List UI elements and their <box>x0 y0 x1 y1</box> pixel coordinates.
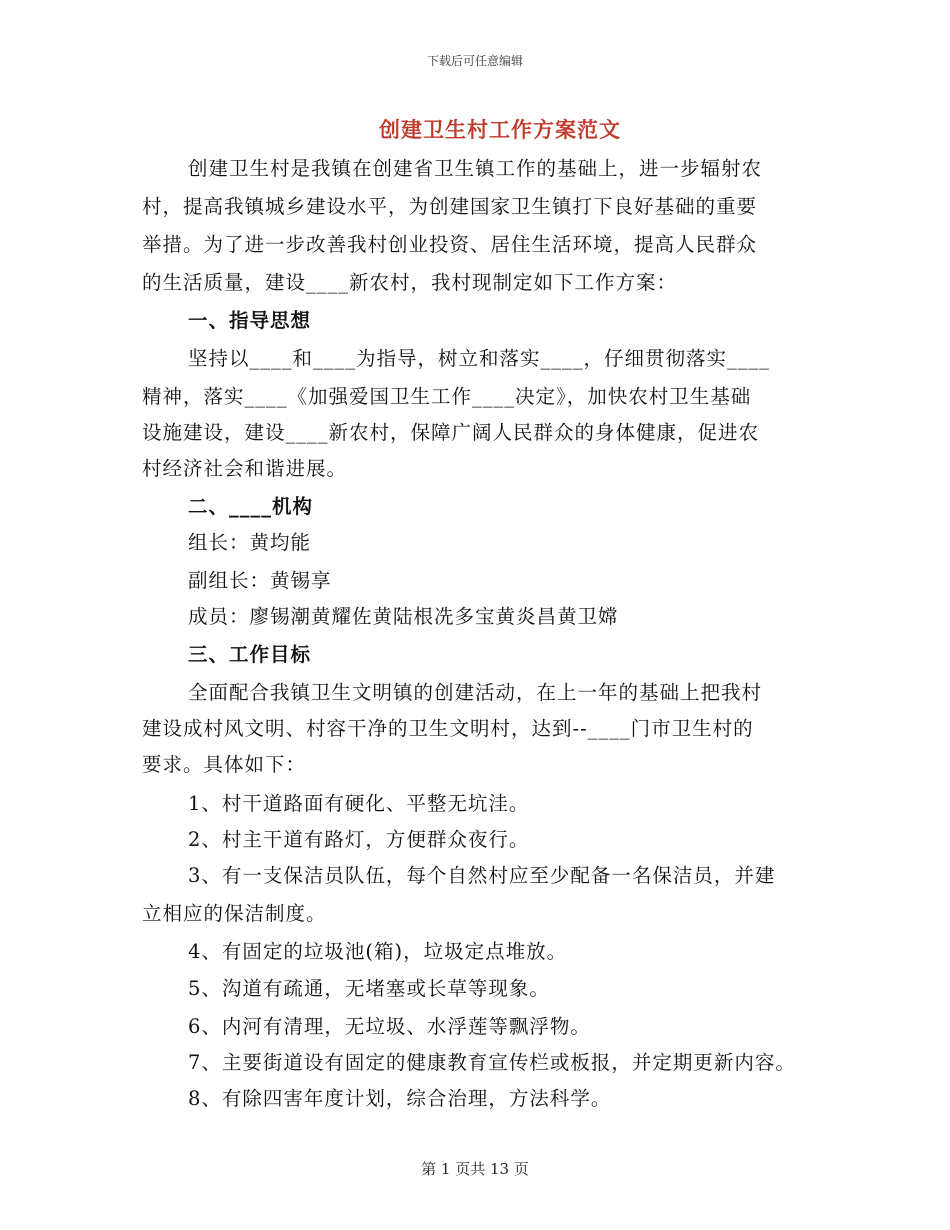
intro-line: 创建卫生村是我镇在创建省卫生镇工作的基础上，进一步辐射农 <box>188 157 763 180</box>
intro-line: 举措。为了进一步改善我村创业投资、居住生活环境，提高人民群众 <box>142 233 758 256</box>
list-item: 3、有一支保洁员队伍，每个自然村应至少配备一名保洁员，并建 <box>188 864 776 887</box>
paragraph-line: 要求。具体如下： <box>142 753 307 776</box>
section-heading: 二、____机构 <box>188 495 314 518</box>
list-item: 6、内河有清理，无垃圾、水浮莲等飘浮物。 <box>188 1015 591 1038</box>
section-heading: 一、指导思想 <box>188 309 312 332</box>
list-item: 7、主要街道设有固定的健康教育宣传栏或板报，并定期更新内容。 <box>188 1051 796 1074</box>
list-item: 8、有除四害年度计划，综合治理，方法科学。 <box>188 1087 612 1110</box>
section-heading: 三、工作目标 <box>188 643 312 666</box>
group-deputy: 副组长：黄锡享 <box>188 569 332 592</box>
paragraph-line: 村经济社会和谐进展。 <box>142 457 348 480</box>
header-note: 下载后可任意编辑 <box>426 54 523 68</box>
document-title: 创建卫生村工作方案范文 <box>379 117 621 142</box>
group-leader: 组长：黄均能 <box>188 531 312 554</box>
paragraph-line: 坚持以____和____为指导，树立和落实____，仔细贯彻落实____ <box>188 347 771 370</box>
page-footer: 第 1 页共 13 页 <box>421 1160 529 1178</box>
intro-line: 村，提高我镇城乡建设水平，为创建国家卫生镇打下良好基础的重要 <box>142 195 758 218</box>
list-item: 立相应的保洁制度。 <box>142 902 327 925</box>
list-item: 2、村主干道有路灯，方便群众夜行。 <box>188 828 530 851</box>
list-item: 1、村干道路面有硬化、平整无坑洼。 <box>188 792 530 815</box>
paragraph-line: 全面配合我镇卫生文明镇的创建活动，在上一年的基础上把我村 <box>188 681 763 704</box>
intro-line: 的生活质量，建设____新农村，我村现制定如下工作方案： <box>142 271 678 294</box>
group-members: 成员：廖锡潮黄耀佐黄陆根冼多宝黄炎昌黄卫嫦 <box>188 605 619 628</box>
paragraph-line: 建设成村风文明、村容干净的卫生文明村，达到--____门市卫生村的 <box>142 717 754 740</box>
list-item: 4、有固定的垃圾池(箱)，垃圾定点堆放。 <box>188 940 568 963</box>
paragraph-line: 设施建设，建设____新农村，保障广阔人民群众的身体健康，促进农 <box>142 421 760 444</box>
list-item: 5、沟道有疏通，无堵塞或长草等现象。 <box>188 977 550 1000</box>
paragraph-line: 精神，落实____《加强爱国卫生工作____决定》，加快农村卫生基础 <box>142 385 752 408</box>
